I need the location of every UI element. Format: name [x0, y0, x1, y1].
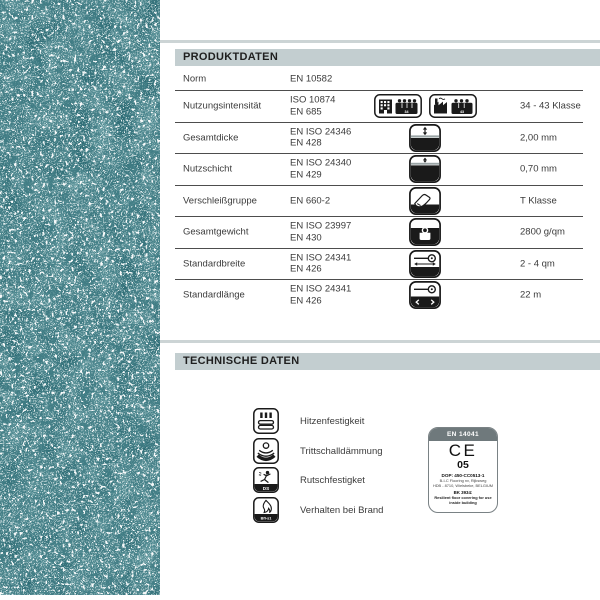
ce-description: Resilient floor covering for use inside building	[434, 495, 492, 505]
flooring-swatch-image	[0, 0, 160, 595]
row-norms: EN ISO 24341 EN 426	[290, 252, 352, 275]
table-row-nutzungsintensitaet	[175, 91, 583, 123]
ce-certification-label	[428, 427, 498, 513]
table-row-norm	[175, 67, 583, 91]
row-value: 2800 g/qm	[520, 226, 565, 238]
row-norms: EN ISO 24340 EN 429	[290, 157, 352, 181]
row-icons	[350, 91, 500, 122]
flooring-texture	[0, 0, 160, 595]
wear-group-icon	[409, 187, 441, 215]
row-icons	[350, 154, 500, 185]
roll-width-icon	[409, 250, 441, 278]
table-row-standardbreite	[175, 249, 583, 281]
usage-commercial-icon	[374, 94, 422, 118]
ce-address: B-I-C Flooring nv, Rijksweg HDB - 8710, Wielsbeke, BELGIUM	[432, 478, 494, 488]
ce-standard: EN 14041	[429, 428, 497, 441]
row-norms: EN 10582	[290, 72, 333, 84]
technische-daten-title: TECHNISCHE DATEN	[183, 355, 300, 367]
row-value: T Klasse	[520, 195, 557, 207]
row-norms: EN ISO 24346 EN 428	[290, 126, 352, 149]
ce-mark: CE	[448, 441, 478, 460]
tech-item-fire-behaviour	[253, 497, 383, 523]
row-norms: ISO 10874 EN 685	[290, 94, 336, 118]
tech-item-heat-resistance	[253, 408, 364, 434]
row-icons	[350, 217, 500, 248]
row-value: 34 - 43 Klasse	[520, 100, 581, 112]
weight-icon	[409, 218, 441, 246]
tech-label: Hitzenfestigkeit	[300, 415, 365, 427]
row-label: Nutzungsintensität	[183, 100, 262, 112]
slip-resistance-icon	[253, 467, 279, 493]
tech-divider-strip	[160, 340, 600, 343]
produktdaten-section-header	[175, 49, 600, 66]
row-value: 22 m	[520, 289, 542, 301]
row-label: Standardbreite	[183, 258, 246, 270]
row-norms: EN ISO 23997 EN 430	[290, 220, 352, 244]
heat-resistance-icon	[253, 408, 279, 434]
row-icons	[350, 186, 500, 217]
technische-daten-section-header	[175, 353, 600, 370]
row-value: 2,00 mm	[520, 132, 557, 144]
wear-layer-icon	[409, 155, 441, 183]
row-label: Gesamtgewicht	[183, 226, 249, 238]
row-label: Verschleißgruppe	[183, 195, 257, 207]
tech-label: Rutschfestigket	[300, 474, 365, 486]
svg-text:43: 43	[459, 110, 464, 115]
row-norms: EN ISO 24341 EN 426	[290, 283, 352, 307]
svg-text:DS: DS	[262, 485, 270, 491]
row-label: Gesamtdicke	[183, 132, 239, 144]
produktdaten-title: PRODUKTDATEN	[183, 51, 279, 63]
product-data-table	[175, 67, 583, 311]
table-row-nutzschicht	[175, 154, 583, 186]
table-row-gesamtgewicht	[175, 217, 583, 249]
row-label: Standardlänge	[183, 289, 245, 301]
top-divider-strip	[160, 40, 600, 43]
impact-sound-icon	[253, 438, 279, 464]
row-value: 0,70 mm	[520, 163, 557, 175]
tech-item-impact-sound	[253, 438, 383, 464]
ce-dop-number: DOP: 450-CC0513-1	[441, 472, 485, 478]
tech-label: Trittschalldämmung	[300, 445, 383, 457]
table-row-verschleissgruppe	[175, 186, 583, 218]
row-icons	[350, 280, 500, 311]
row-norms: EN 660-2	[290, 195, 331, 206]
svg-text:34: 34	[404, 110, 408, 115]
row-icons	[350, 249, 500, 280]
fire-behaviour-icon	[253, 497, 279, 523]
row-label: Nutzschicht	[183, 163, 233, 175]
tech-item-slip-resistance	[253, 467, 365, 493]
ce-code: BK 3934:	[453, 490, 473, 496]
row-label: Norm	[183, 73, 207, 84]
row-icons	[350, 123, 500, 154]
total-thickness-icon	[409, 124, 441, 152]
tech-label: Verhalten bei Brand	[300, 504, 384, 516]
table-row-standardlaenge	[175, 280, 583, 311]
row-value: 2 - 4 qm	[520, 258, 555, 270]
table-row-gesamtdicke	[175, 123, 583, 155]
ce-year: 05	[457, 459, 469, 471]
svg-text:Bfl-s1: Bfl-s1	[260, 515, 272, 521]
roll-length-icon	[409, 281, 441, 309]
usage-industrial-icon	[429, 94, 477, 118]
